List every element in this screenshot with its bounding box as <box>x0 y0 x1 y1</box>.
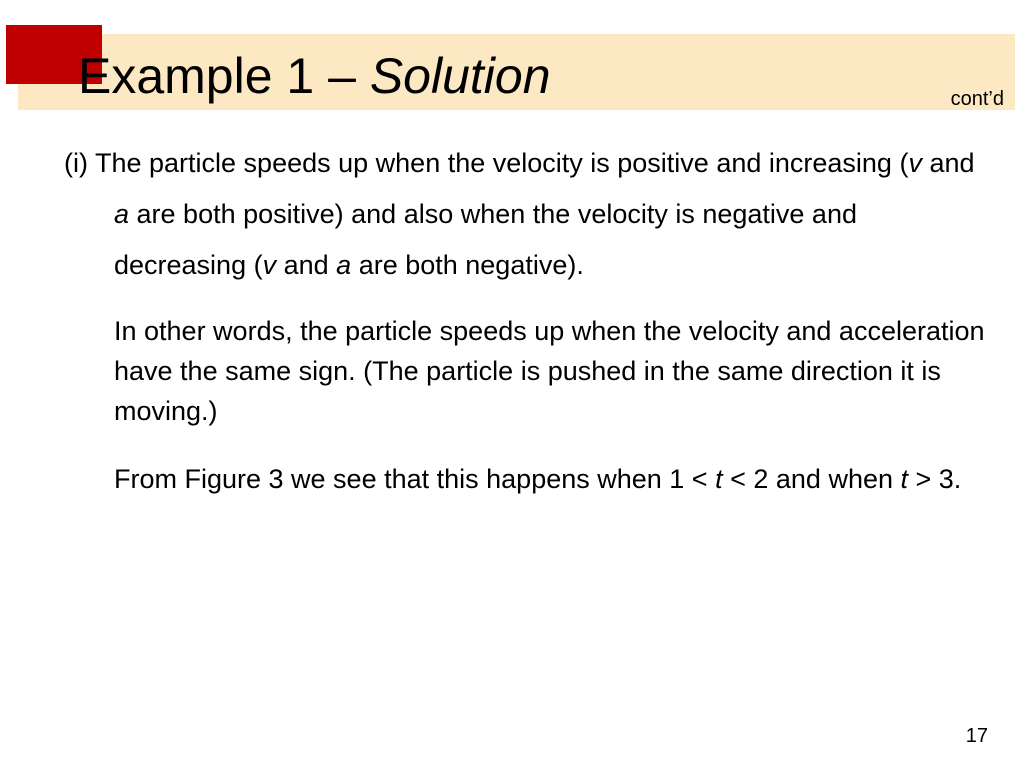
text-run: < 2 and when <box>722 464 901 494</box>
text-run: > 3. <box>908 464 962 494</box>
text-run: (i) The particle speeds up when the velocity is positive and increasing ( <box>64 148 909 178</box>
paragraph-speeds-up <box>64 138 994 291</box>
variable-a: a <box>114 199 130 229</box>
variable-v: v <box>262 250 277 280</box>
text-run: and <box>921 148 975 178</box>
variable-t: t <box>900 464 909 494</box>
text-run: and <box>276 250 337 280</box>
continued-label: cont’d <box>950 88 1004 110</box>
slide-title <box>78 44 551 108</box>
paragraph-figure-3 <box>64 457 994 502</box>
title-main: Example 1 – <box>78 48 370 104</box>
paragraph-in-other-words: In other words, the particle speeds up when the velocity and acceleration have the same sign. (The particle is pushed in the same direction it is moving.) <box>114 316 985 426</box>
text-run: are both negative). <box>351 250 584 280</box>
title-italic: Solution <box>369 48 551 104</box>
variable-v: v <box>908 148 922 178</box>
variable-a: a <box>336 250 352 280</box>
slide-body <box>64 138 994 502</box>
variable-t: t <box>715 464 723 494</box>
text-run: From Figure 3 we see that this happens when 1 < <box>114 464 716 494</box>
page-number: 17 <box>965 725 988 747</box>
text-run: are both positive) and also when the velocity is negative and decreasing ( <box>114 199 857 280</box>
